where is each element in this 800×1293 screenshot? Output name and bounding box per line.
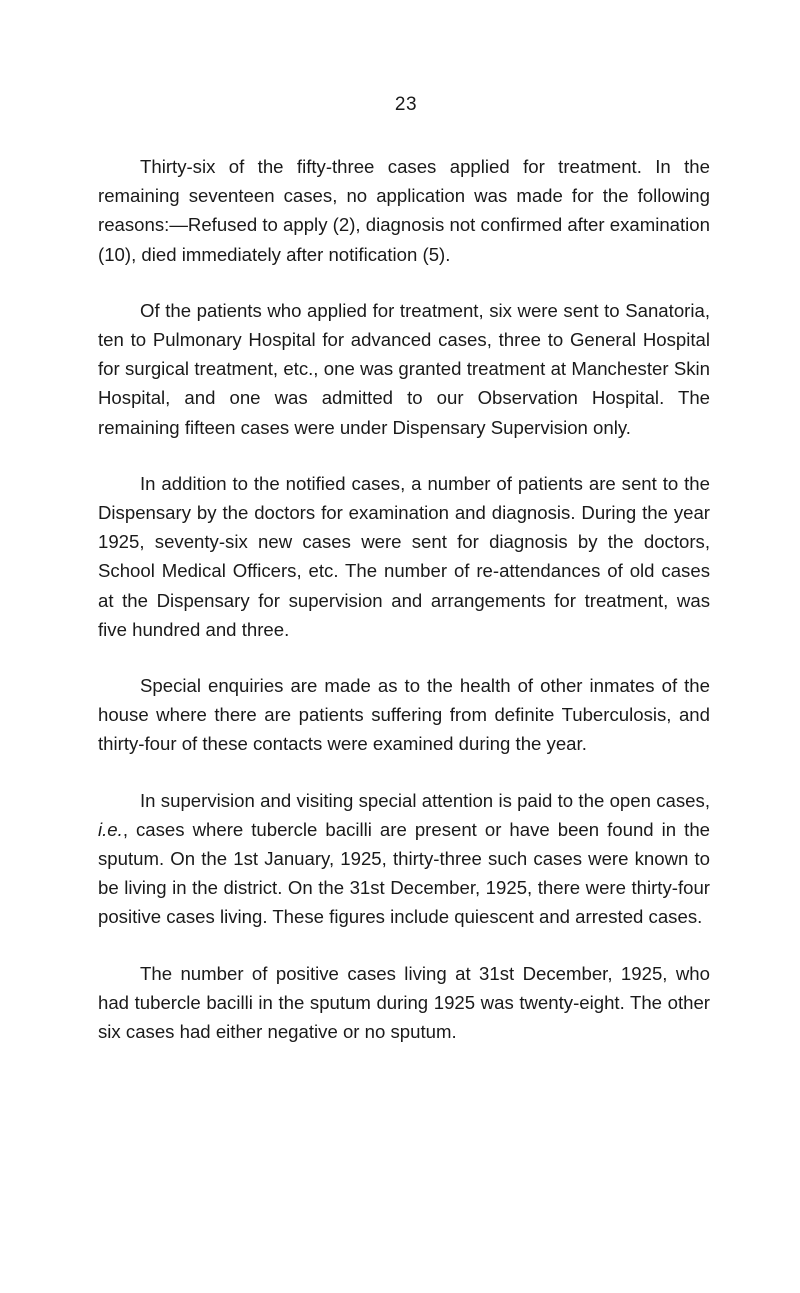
paragraph-diagnosis-referrals: In addition to the notified cases, a number of patients are sent to the Dispensary by the doctors for examination and diagnosis. During the year 1925, seventy-six new cases were sent for diagnosis by the doctors, School Medical Officers, etc. The number of re-attendances of old cases at the Dispensary for supervision and arrangements for treatment, was five hundred and three. bbox=[98, 472, 710, 640]
paragraph-open-cases bbox=[98, 786, 710, 932]
open-cases-text-end: , cases where tubercle bacilli are present or have been found in the sputum. On the 1st January, 1925, thirty-three such cases were known to be living in the district. On the 31st December, 1925, there were thirty-four positive cases living. These figures include quiescent and arrested cases. bbox=[98, 818, 710, 928]
paragraph-positive-cases: The number of positive cases living at 31st December, 1925, who had tubercle bacilli in the sputum during 1925 was twenty-eight. The other six cases had either negative or no sputum. bbox=[98, 962, 710, 1043]
paragraph-treatment-destinations: Of the patients who applied for treatment, six were sent to Sanatoria, ten to Pulmonary Hospital for advanced cases, three to General Hospital for surgical treatment, etc., one was granted treatment at Manchester Skin Hospital, and one was admitted to our Observation Hospital. The remaining fifteen cases were under Dispensary Supervision only. bbox=[98, 299, 710, 438]
open-cases-italic-ie: i.e. bbox=[98, 818, 123, 840]
open-cases-text-start: In supervision and visiting special attention is paid to the open cases, bbox=[140, 789, 710, 811]
paragraph-applications: Thirty-six of the fifty-three cases applied for treatment. In the remaining seventeen cases, no application was made for the following reasons:—Refused to apply (2), diagnosis not confirmed after examination (10), died immediately after notification (5). bbox=[98, 156, 710, 265]
body-text bbox=[98, 152, 710, 1073]
paragraph-contact-enquiries: Special enquiries are made as to the health of other inmates of the house where there are patients suffering from definite Tuberculosis, and thirty-four of these contacts were examined during the year. bbox=[98, 675, 710, 755]
page-number: 23 bbox=[394, 94, 418, 115]
